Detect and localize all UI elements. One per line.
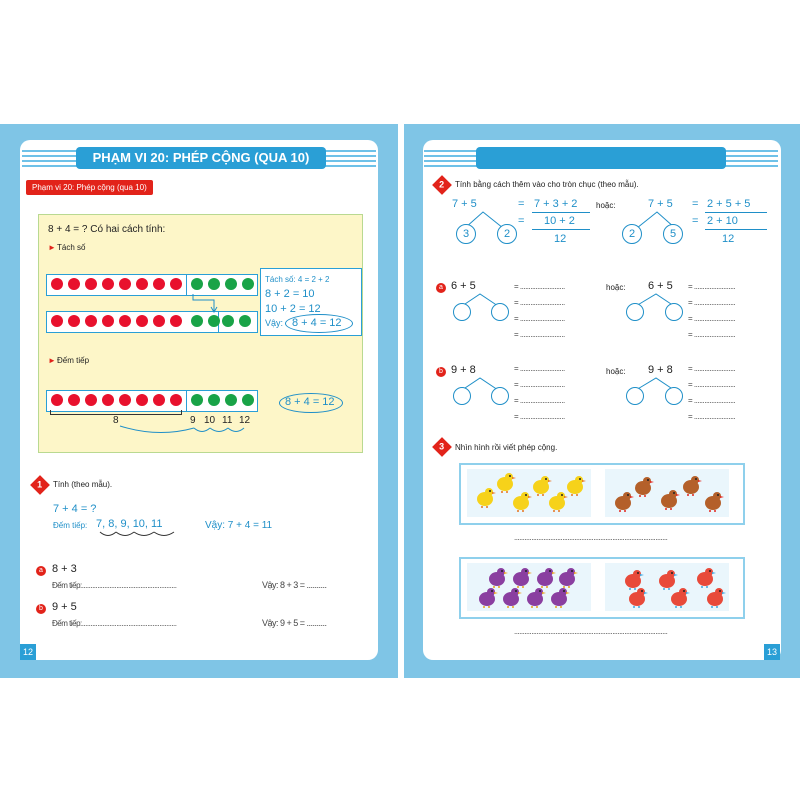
triangle-icon: ► bbox=[48, 356, 56, 365]
header-bar bbox=[476, 147, 726, 169]
red-bead bbox=[68, 394, 80, 406]
ex2a-empty-circle[interactable] bbox=[665, 303, 683, 321]
red-bead bbox=[136, 315, 148, 327]
split-arrow bbox=[190, 292, 220, 314]
red-bird-icon bbox=[626, 586, 648, 608]
underline bbox=[705, 212, 767, 213]
red-bead bbox=[102, 394, 114, 406]
ex2-sample1-circle: 2 bbox=[497, 224, 517, 244]
letter-badge-b: b bbox=[436, 367, 446, 377]
ex2-sample2-line2: 2 + 10 bbox=[707, 215, 738, 227]
ex2b-empty-circle[interactable] bbox=[665, 387, 683, 405]
ex2-answer-blank[interactable]: = .......................... bbox=[514, 282, 565, 291]
ex2-answer-blank[interactable]: = .......................... bbox=[514, 364, 565, 373]
ex1-count-label: Đếm tiếp: bbox=[53, 521, 88, 530]
red-bead bbox=[119, 315, 131, 327]
triangle-icon: ► bbox=[48, 243, 56, 252]
red-bead bbox=[85, 315, 97, 327]
red-bead bbox=[85, 394, 97, 406]
split-vay: Vậy: bbox=[265, 318, 284, 328]
purple-bird-icon bbox=[524, 586, 546, 608]
split-line-2: 8 + 2 = 10 bbox=[265, 288, 315, 300]
red-bead bbox=[119, 394, 131, 406]
ex2-answer-blank[interactable]: = ........................ bbox=[688, 364, 736, 373]
ex2-answer-blank[interactable]: = ........................ bbox=[688, 314, 736, 323]
ex2b-empty-circle[interactable] bbox=[626, 387, 644, 405]
ex2-sample2-eq: = bbox=[692, 215, 699, 227]
ex2a-expression-2: 6 + 5 bbox=[648, 280, 673, 292]
ex2-sample2-circle: 2 bbox=[622, 224, 642, 244]
ex2-answer-blank[interactable]: = ........................ bbox=[688, 298, 736, 307]
green-bead bbox=[208, 394, 220, 406]
ex1-instruction: Tính (theo mẫu). bbox=[53, 480, 113, 489]
red-bead bbox=[170, 315, 182, 327]
ex2b-expression-2: 9 + 8 bbox=[648, 364, 673, 376]
purple-bird-icon bbox=[510, 566, 532, 588]
split-result: 8 + 4 = 12 bbox=[292, 317, 342, 329]
ex2-sample1-line2: 10 + 2 bbox=[544, 215, 575, 227]
ex3-answer-blank[interactable]: ......................................................................................... bbox=[514, 533, 668, 542]
ex2-answer-blank[interactable]: = .......................... bbox=[514, 330, 565, 339]
ex2-sample2-line1: 2 + 5 + 5 bbox=[707, 198, 751, 210]
red-bead bbox=[153, 315, 165, 327]
ex2-answer-blank[interactable]: = .......................... bbox=[514, 298, 565, 307]
red-bird-icon bbox=[668, 586, 690, 608]
page-title: PHẠM VI 20: PHÉP CỘNG (QUA 10) bbox=[76, 147, 326, 169]
ex1a-vay-blank[interactable]: Vậy: 8 + 3 = .......... bbox=[262, 580, 327, 590]
green-bead bbox=[208, 315, 220, 327]
count-arrows bbox=[118, 424, 258, 438]
page-number: 13 bbox=[764, 644, 780, 660]
green-bead bbox=[208, 278, 220, 290]
ex2-instruction: Tính bằng cách thêm vào cho tròn chục (theo mẫu). bbox=[455, 180, 639, 189]
hen-icon bbox=[680, 474, 702, 496]
green-bead bbox=[239, 315, 251, 327]
method2-label: Đếm tiếp bbox=[57, 356, 90, 365]
ex1-vay: Vậy: 7 + 4 = 11 bbox=[205, 520, 273, 531]
ex2a-empty-circle[interactable] bbox=[626, 303, 644, 321]
red-bead bbox=[51, 315, 63, 327]
purple-bird-icon bbox=[556, 566, 578, 588]
red-bird-icon bbox=[704, 586, 726, 608]
ex1-count-arrows bbox=[98, 530, 178, 540]
ex2-sample2-expression: 7 + 5 bbox=[648, 198, 673, 210]
count-number: 9 bbox=[190, 415, 196, 426]
red-bird-icon bbox=[694, 566, 716, 588]
ex2-answer-blank[interactable]: = ........................ bbox=[688, 330, 736, 339]
green-bead bbox=[242, 278, 254, 290]
ex2-answer-blank[interactable]: = ........................ bbox=[688, 396, 736, 405]
ex2-sample1-eq: = bbox=[518, 215, 525, 227]
ex2-answer-blank[interactable]: = .......................... bbox=[514, 412, 565, 421]
split-line-1: Tách số: 4 = 2 + 2 bbox=[265, 275, 330, 284]
hen-icon bbox=[702, 490, 724, 512]
ex2-sample1-expression: 7 + 5 bbox=[452, 198, 477, 210]
green-bead bbox=[222, 315, 234, 327]
ex2a-empty-circle[interactable] bbox=[491, 303, 509, 321]
underline bbox=[532, 229, 590, 230]
exercise-number-badge: 3 bbox=[432, 437, 452, 457]
ex3-answer-blank[interactable]: ......................................................................................... bbox=[514, 627, 668, 636]
ex2b-hoac: hoặc: bbox=[606, 367, 626, 376]
purple-bird-icon bbox=[476, 586, 498, 608]
red-bead bbox=[102, 278, 114, 290]
red-bead bbox=[102, 315, 114, 327]
ex1a-expression: 8 + 3 bbox=[52, 563, 77, 575]
ex2b-empty-circle[interactable] bbox=[491, 387, 509, 405]
red-bead bbox=[68, 315, 80, 327]
red-bead bbox=[85, 278, 97, 290]
ex1-count-values: 7, 8, 9, 10, 11 bbox=[96, 518, 163, 530]
letter-badge-a: a bbox=[436, 283, 446, 293]
red-bead bbox=[170, 278, 182, 290]
ex1b-count-blank[interactable]: Đếm tiếp:....................................................... bbox=[52, 619, 177, 628]
split-line-3: 10 + 2 = 12 bbox=[265, 303, 321, 315]
red-bead bbox=[153, 278, 165, 290]
ex2-answer-blank[interactable]: = ........................ bbox=[688, 412, 736, 421]
ex2-sample1-line3: 12 bbox=[554, 233, 567, 245]
red-bead bbox=[51, 278, 63, 290]
ex2a-expression: 6 + 5 bbox=[451, 280, 476, 292]
chick-icon bbox=[564, 474, 586, 496]
hen-icon bbox=[612, 490, 634, 512]
green-bead bbox=[191, 394, 203, 406]
ex1b-expression: 9 + 5 bbox=[52, 601, 77, 613]
purple-bird-icon bbox=[548, 586, 570, 608]
exercise-number-badge: 2 bbox=[432, 175, 452, 195]
exercise-number-badge: 1 bbox=[30, 475, 50, 495]
green-bead bbox=[225, 278, 237, 290]
section-label: Phạm vi 20: Phép cộng (qua 10) bbox=[26, 180, 153, 195]
page-number: 12 bbox=[20, 644, 36, 660]
method1-label: Tách số bbox=[57, 243, 86, 252]
ex1a-count-blank[interactable]: Đếm tiếp:....................................................... bbox=[52, 581, 177, 590]
chick-icon bbox=[510, 490, 532, 512]
ex2-answer-blank[interactable]: = .......................... bbox=[514, 396, 565, 405]
purple-bird-icon bbox=[486, 566, 508, 588]
red-bead bbox=[51, 394, 63, 406]
green-bead bbox=[191, 278, 203, 290]
hen-icon bbox=[632, 475, 654, 497]
ex2-answer-blank[interactable]: = ........................ bbox=[688, 282, 736, 291]
red-bead bbox=[68, 278, 80, 290]
count-number: 12 bbox=[239, 415, 251, 426]
ex2a-hoac: hoặc: bbox=[606, 283, 626, 292]
count-number: 10 bbox=[204, 415, 216, 426]
ex2-sample2-line3: 12 bbox=[722, 233, 735, 245]
ex1-sample-expression: 7 + 4 = ? bbox=[53, 503, 97, 515]
box-question: 8 + 4 = ? Có hai cách tính: bbox=[48, 224, 166, 235]
red-bead bbox=[136, 394, 148, 406]
red-bead bbox=[170, 394, 182, 406]
hen-icon bbox=[658, 488, 680, 510]
ex2-hoac: hoặc: bbox=[596, 201, 616, 210]
count-number: 11 bbox=[222, 415, 233, 426]
underline bbox=[532, 212, 590, 213]
red-bead bbox=[136, 278, 148, 290]
ex2a-empty-circle[interactable] bbox=[453, 303, 471, 321]
ex2b-expression: 9 + 8 bbox=[451, 364, 476, 376]
ex2-sample1-eq: = bbox=[518, 198, 525, 210]
red-bead bbox=[119, 278, 131, 290]
ex3-instruction: Nhìn hình rồi viết phép cộng. bbox=[455, 443, 558, 452]
purple-bird-icon bbox=[500, 586, 522, 608]
letter-badge-a: a bbox=[36, 566, 46, 576]
purple-bird-icon bbox=[534, 566, 556, 588]
ex2-sample1-line1: 7 + 3 + 2 bbox=[534, 198, 578, 210]
ex2-answer-blank[interactable]: = .......................... bbox=[514, 314, 565, 323]
letter-badge-b: b bbox=[36, 604, 46, 614]
ex2-sample2-circle: 5 bbox=[663, 224, 683, 244]
ex2-sample2-eq: = bbox=[692, 198, 699, 210]
count-start: 8 bbox=[113, 415, 119, 426]
ex1b-vay-blank[interactable]: Vậy: 9 + 5 = .......... bbox=[262, 618, 327, 628]
green-bead bbox=[191, 315, 203, 327]
underline bbox=[705, 229, 767, 230]
ex2-answer-blank[interactable]: = .......................... bbox=[514, 380, 565, 389]
ex2-sample1-circle: 3 bbox=[456, 224, 476, 244]
ex2-answer-blank[interactable]: = ........................ bbox=[688, 380, 736, 389]
red-bead bbox=[153, 394, 165, 406]
green-bead bbox=[225, 394, 237, 406]
chick-icon bbox=[474, 486, 496, 508]
count-result: 8 + 4 = 12 bbox=[285, 396, 335, 408]
ex2b-empty-circle[interactable] bbox=[453, 387, 471, 405]
green-bead bbox=[242, 394, 254, 406]
